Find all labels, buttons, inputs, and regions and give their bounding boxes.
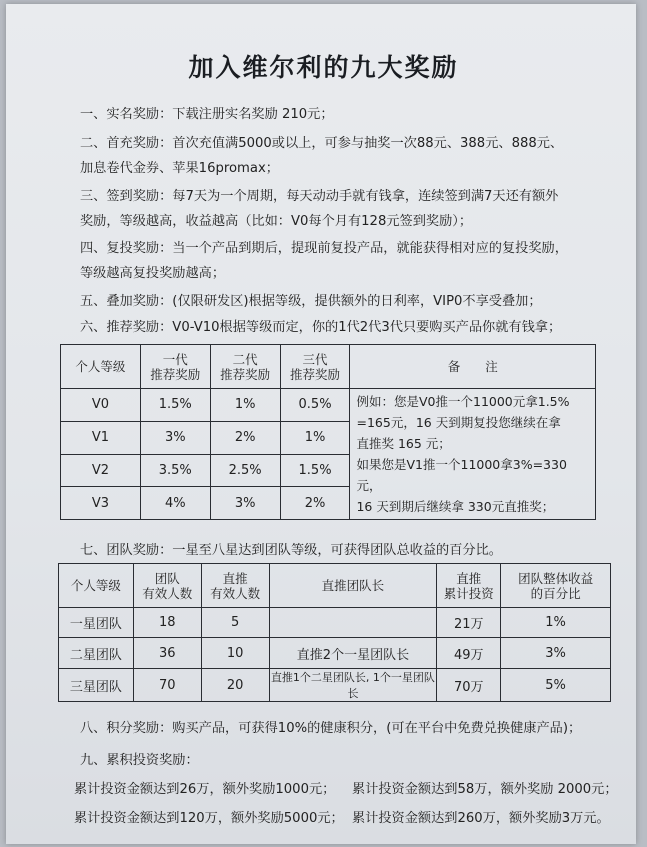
note-line-2: =165元，16 天到期复投您继续在拿 [356,415,561,430]
cell-gen2: 1% [210,389,280,422]
note-line-4: 如果您是V1推一个11000拿3%=330元， [356,457,567,493]
cell-gen1: 3% [140,421,210,454]
cell-team: 18 [133,608,201,638]
reward-line-3a: 三、签到奖励：每7天为一个周期，每天动动手就有钱拿，连续签到满7天还有额外 [80,189,559,204]
header-gen1 [140,345,210,389]
reward-line-9b2: 累计投资金额达到260万，额外奖励3万元。 [352,811,610,826]
cell-percent: 5% [501,669,611,702]
header-percent [501,564,611,608]
header-direct [201,564,269,608]
header-gen2 [210,345,280,389]
table-header-row [61,345,596,389]
cell-level: V1 [61,421,141,454]
cell-direct: 20 [201,669,269,702]
cell-team: 36 [133,638,201,669]
reward-line-2b: 加息卷代金券、苹果16promax； [80,161,279,176]
cell-level: 三星团队 [59,669,134,702]
reward-line-1: 一、实名奖励：下载注册实名奖励 210元； [80,107,334,122]
cell-gen2: 2% [210,421,280,454]
cell-gen2: 2.5% [210,454,280,487]
cell-leader: 直推1个二星团队长, 1个一星团队长 [269,669,437,702]
header-level: 个人等级 [61,345,141,389]
reward-line-9a2: 累计投资金额达到58万，额外奖励 2000元； [352,782,618,797]
header-direct-top: 直推 [222,570,248,586]
cell-level: 二星团队 [59,638,134,669]
header-team [133,564,201,608]
cell-percent: 3% [501,638,611,669]
cell-gen3: 1.5% [280,454,350,487]
cell-invest: 21万 [437,608,501,638]
header-gen3-top: 三代 [302,351,328,367]
cell-direct: 10 [201,638,269,669]
cell-leader: 直推2个一星团队长 [269,638,437,669]
reward-line-2a: 二、首充奖励：首次充值满5000或以上，可参与抽奖一次88元、388元、888元、 [80,136,564,151]
referral-reward-table [60,344,596,520]
note-cell [350,389,596,520]
cell-invest: 70万 [437,669,501,702]
table-row [59,608,611,638]
cell-gen1: 3.5% [140,454,210,487]
cell-team: 70 [133,669,201,702]
cell-level: 一星团队 [59,608,134,638]
header-invest-top: 直推 [456,570,482,586]
reward-line-9: 九、累积投资奖励： [80,753,199,768]
cell-gen3: 1% [280,421,350,454]
table-row [61,389,596,422]
page-title: 加入维尔利的九大奖励 [188,53,459,82]
cell-gen2: 3% [210,487,280,520]
cell-gen1: 1.5% [140,389,210,422]
reward-line-6: 六、推荐奖励：V0-V10根据等级而定，你的1代2代3代只要购买产品你就有钱拿； [80,320,562,335]
table-row [59,669,611,702]
header-team-top: 团队 [154,570,180,586]
cell-level: V3 [61,487,141,520]
table-row [59,638,611,669]
note-line-3: 直推奖 165 元； [356,436,451,451]
cell-level: V2 [61,454,141,487]
cell-direct: 5 [201,608,269,638]
header-team-bottom: 有效人数 [142,585,193,601]
header-direct-bottom: 有效人数 [210,585,261,601]
cell-leader [269,608,437,638]
header-percent-bottom: 的百分比 [530,585,581,601]
header-gen2-bottom: 推荐奖励 [220,366,271,382]
note-line-1: 例如：您是V0推一个11000元拿1.5% [356,394,570,409]
header-gen3 [280,345,350,389]
header-gen3-bottom: 推荐奖励 [290,366,341,382]
cell-gen3: 0.5% [280,389,350,422]
header-level: 个人等级 [59,564,134,608]
cell-level: V0 [61,389,141,422]
table-header-row [59,564,611,608]
reward-line-9b1: 累计投资金额达到120万，额外奖励5000元； [74,811,344,826]
reward-line-4a: 四、复投奖励：当一个产品到期后，提现前复投产品，就能获得相对应的复投奖励， [80,241,568,256]
header-gen2-top: 二代 [232,351,258,367]
reward-line-8: 八、积分奖励：购买产品，可获得10%的健康积分，(可在平台中免费兑换健康产品)； [80,721,582,736]
reward-line-5: 五、叠加奖励：(仅限研发区)根据等级，提供额外的日利率，VIP0不享受叠加； [80,294,542,309]
cell-gen1: 4% [140,487,210,520]
header-gen1-top: 一代 [162,351,188,367]
team-reward-table [58,563,611,702]
cell-gen3: 2% [280,487,350,520]
note-line-5: 16 天到期后继续拿 330元直推奖； [356,499,555,514]
cell-invest: 49万 [437,638,501,669]
header-invest-bottom: 累计投资 [443,585,494,601]
reward-line-4b: 等级越高复投奖励越高； [80,266,226,281]
header-note: 备 注 [350,345,596,389]
reward-line-7: 七、团队奖励：一星至八星达到团队等级，可获得团队总收益的百分比。 [80,543,502,558]
header-gen1-bottom: 推荐奖励 [150,366,201,382]
header-percent-top: 团队整体收益 [518,570,594,586]
header-invest [437,564,501,608]
cell-percent: 1% [501,608,611,638]
header-leader: 直推团队长 [269,564,437,608]
reward-line-9a1: 累计投资金额达到26万，额外奖励1000元； [74,782,336,797]
reward-line-3b: 奖励，等级越高，收益越高（比如：V0每个月有128元签到奖励）； [80,214,473,229]
